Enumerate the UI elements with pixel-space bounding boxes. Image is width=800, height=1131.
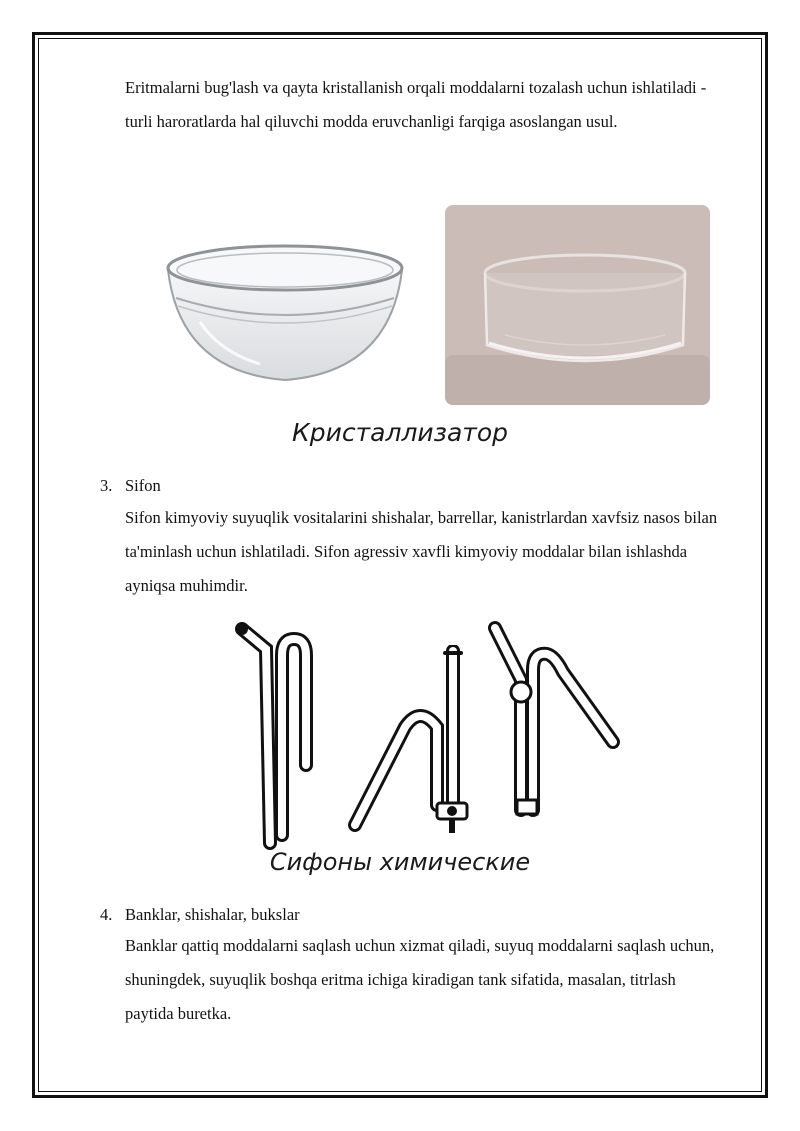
siphon-caption: Сифоны химические [269, 848, 531, 876]
section-3-title: Sifon [125, 476, 161, 495]
section-3-heading [100, 474, 161, 498]
section-4-title: Banklar, shishalar, bukslar [125, 905, 300, 924]
section-4-number: 4. [100, 905, 113, 924]
siphon-with-bulb-icon [485, 620, 625, 825]
section-3-paragraph: Sifon kimyoviy suyuqlik vositalarini shishalar, barrellar, kanistrlardan xavfsiz nasos bilan ta'minlash uchun ishlatiladi. Sifon agressiv xavfli kimyoviy moddalar bilan ishlashda ayniqsa muhimdir. [125, 508, 718, 595]
section-4-paragraph: Banklar qattiq moddalarni saqlash uchun xizmat qiladi, suyuq moddalarni saqlash uchun, shuningdek, suyuqlik boshqa eritma ichiga kiradigan tank sifatida, masalan, titrlash paytida buretka. [125, 936, 715, 1023]
siphon-with-stopcock-icon [345, 645, 495, 840]
section-3-number: 3. [100, 476, 113, 495]
section-4-heading [100, 903, 300, 927]
intro-paragraph: Eritmalarni bug'lash va qayta kristallanish orqali moddalarni tozalash uchun ishlatiladi - turli haroratlarda hal qiluvchi modda eruvchanligi farqiga asoslangan usul. [125, 78, 707, 131]
crystallizer-caption: Кристаллизатор [291, 418, 509, 447]
crystallizer-dish-icon [445, 205, 710, 405]
glass-bowl-icon [160, 232, 410, 392]
siphon-tube-icon [230, 615, 320, 850]
